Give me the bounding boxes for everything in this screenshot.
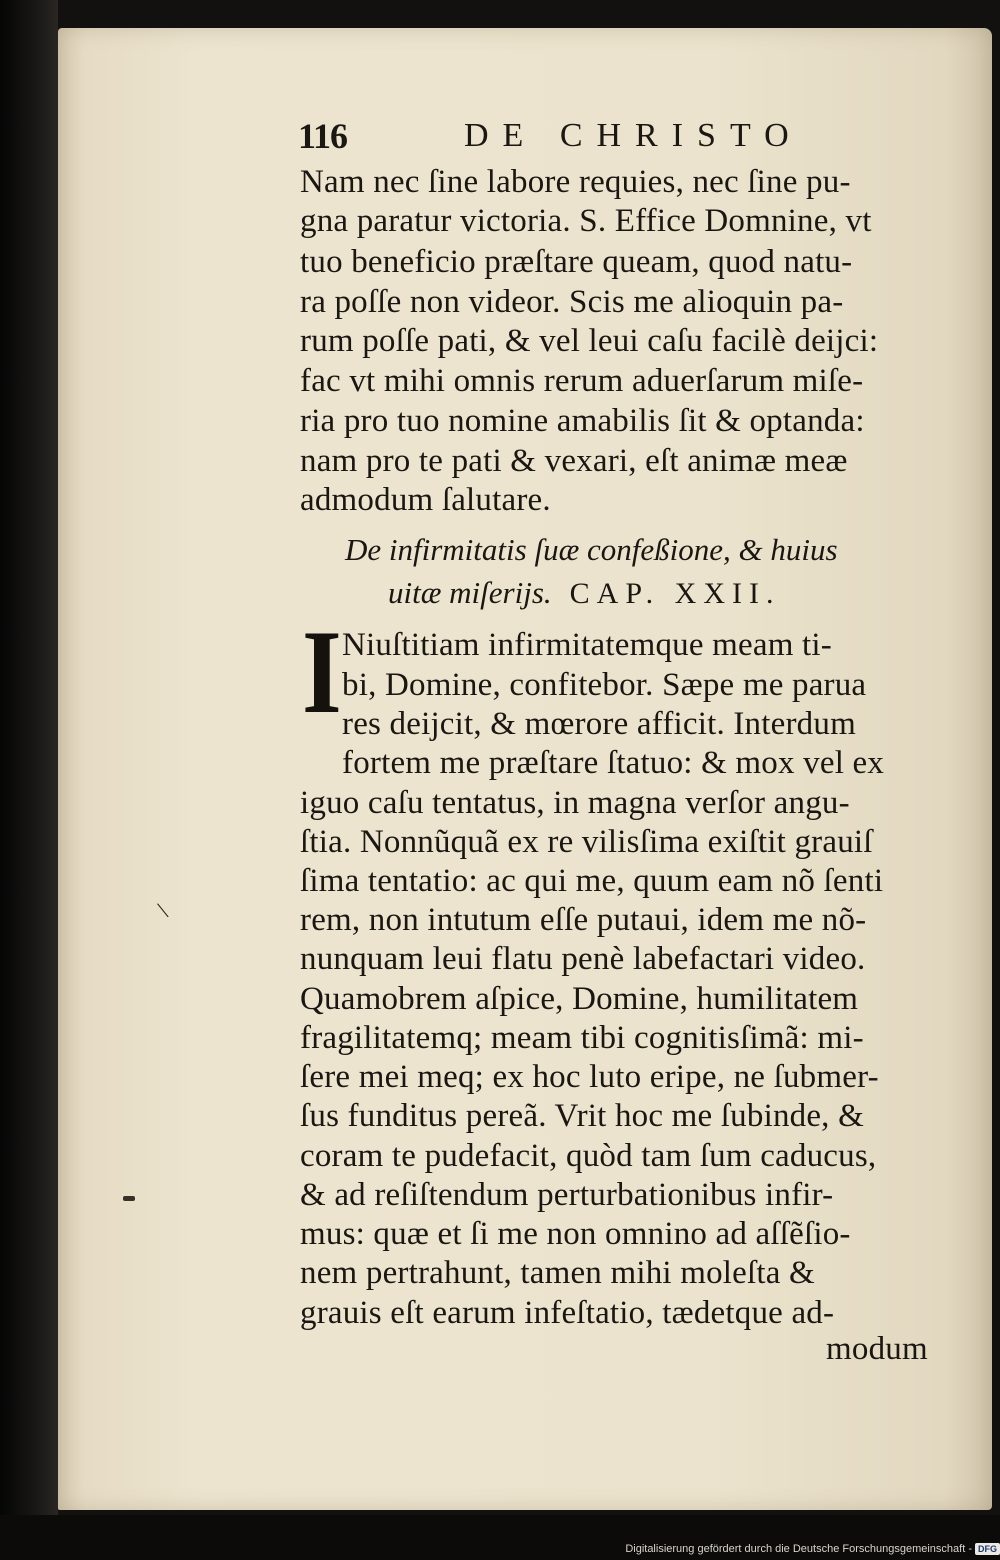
text-line: nem pertrahunt, tamen mihi moleſta & — [300, 1255, 815, 1291]
text-line: admodum ſalutare. — [300, 482, 551, 518]
digitization-credit — [600, 1543, 1000, 1555]
text-line: rem, non intutum eſſe putaui, idem me nõ- — [300, 902, 867, 938]
text-line: ria pro tuo nomine amabilis ſit & optanda: — [300, 403, 865, 439]
chapter-number: CAP. XXII. — [569, 577, 781, 610]
page-number: 116 — [298, 116, 348, 156]
text-line: fortem me præſtare ſtatuo: & mox vel ex — [342, 745, 885, 781]
margin-mark — [123, 1196, 135, 1201]
catchword: modum — [826, 1331, 928, 1367]
text-line: nam pro te pati & vexari, eſt animæ meæ — [300, 443, 848, 479]
running-head: DE CHRISTO — [464, 117, 803, 154]
text-line: fac vt mihi omnis rerum aduerſarum miſe- — [300, 363, 864, 399]
text-line: gna paratur victoria. S. Effice Domnine, vt — [300, 203, 872, 239]
text-line: coram te pudefacit, quòd tam ſum caducus, — [300, 1138, 877, 1174]
page-header — [298, 115, 948, 159]
text-line: ſtia. Nonnũquã ex re vilisſima exiſtit grauiſ — [300, 824, 873, 860]
drop-cap: I — [302, 605, 342, 738]
margin-mark: \ — [155, 897, 171, 925]
chapter-heading-subtitle: uitæ miſerijs. — [388, 575, 552, 610]
text-line: res deijcit, & mœrore afficit. Interdum — [342, 706, 856, 742]
text-line: iguo caſu tentatus, in magna verſor angu- — [300, 785, 850, 821]
chapter-heading-line-1: De infirmitatis ſuæ confeßione, & huius — [345, 532, 838, 567]
text-line: ſus funditus pereã. Vrit hoc me ſubinde, & — [300, 1098, 864, 1134]
text-line: rum poſſe pati, & vel leui caſu facilè deijci: — [300, 323, 879, 359]
credit-text: Digitalisierung gefördert durch die Deutsche Forschungsgemeinschaft - — [625, 1543, 972, 1555]
dfg-logo: DFG — [975, 1543, 1000, 1555]
text-line: ra poſſe non videor. Scis me alioquin pa- — [300, 284, 844, 320]
text-line: ſima tentatio: ac qui me, quum eam nõ ſenti — [300, 863, 884, 899]
text-line: Nam nec ſine labore requies, nec ſine pu- — [300, 164, 851, 200]
text-line: bi, Domine, confitebor. Sæpe me parua — [342, 667, 867, 703]
text-line: Quamobrem aſpice, Domine, humilitatem — [300, 981, 859, 1017]
chapter-heading-line-2 — [388, 575, 781, 611]
text-line: fragilitatemq; meam tibi cognitisſimã: mi- — [300, 1020, 864, 1056]
text-line: ſere mei meq; ex hoc luto eripe, ne ſubmer- — [300, 1059, 879, 1095]
text-line: tuo beneficio præſtare queam, quod natu- — [300, 244, 853, 280]
text-line: nunquam leui flatu penè labefactari video. — [300, 941, 866, 977]
text-line: mus: quæ et ſi me non omnino ad aſſẽſio- — [300, 1216, 851, 1252]
text-line: Niuſtitiam infirmitatemque meam ti- — [342, 627, 832, 663]
text-line: grauis eſt earum infeſtatio, tædetque ad- — [300, 1295, 835, 1331]
text-line: & ad reſiſtendum perturbationibus infir- — [300, 1177, 834, 1213]
scan-backdrop-left — [0, 0, 58, 1560]
